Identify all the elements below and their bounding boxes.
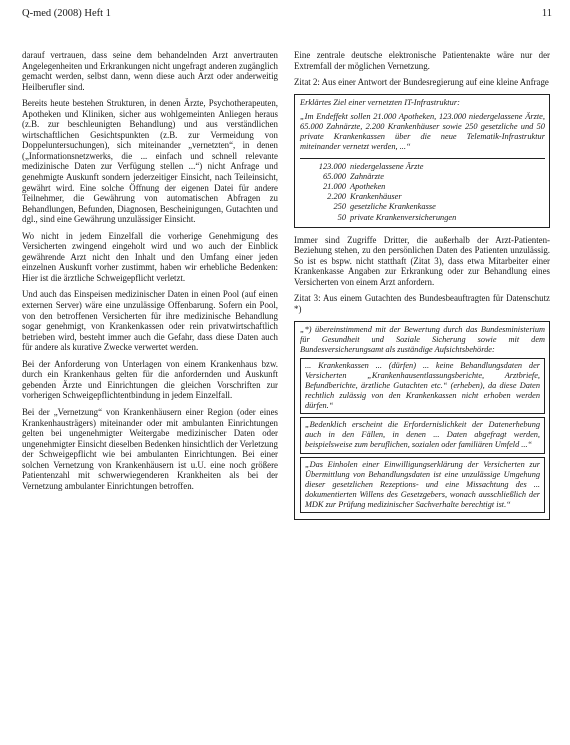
quote2-box xyxy=(294,94,550,228)
list-count: 21.000 xyxy=(322,182,346,192)
quote2-title: Erklärtes Ziel einer vernetzten IT-Infrastruktur: xyxy=(300,97,460,107)
list-count: 250 xyxy=(333,202,346,212)
quote3-caption: Zitat 3: Aus einem Gutachten des Bundesbeauftragten für Datenschutz *) xyxy=(294,293,550,314)
quote3-intro: „*) übereinstimmend mit der Bewertung durch das Bundesministerium für Gesundheit und Soziale Sicherung sowie mit dem Bundesversicherungsamt als zuständige Aufsichtsbehörde: xyxy=(300,324,545,354)
left-column xyxy=(22,50,278,497)
list-item xyxy=(300,172,545,182)
list-count: 123.000 xyxy=(318,162,346,172)
right-column xyxy=(294,50,550,524)
journal-issue: Q-med (2008) Heft 1 xyxy=(22,8,111,19)
count-list xyxy=(300,158,545,223)
paragraph: darauf vertrauen, dass seine dem behandelnden Arzt anvertrauten Angelegenheiten und Erkrankungen nicht ungefragt anderen zugänglich gemacht werden, selbst dann, wenn diese auch Arzt oder anderweitig Heilberufler sind. xyxy=(22,50,278,92)
list-label: Zahnärzte xyxy=(350,172,384,182)
paragraph: Und auch das Einspeisen medizinischer Daten in einen Pool (auf einen externen Server) wäre eine unzulässige Offenbarung. Sofern ein Pool, von den betroffenen Versicherten für ihre medizinische Behandlung sogar genehmigt, von Krankenkassen oder rein privatwirtschaftlich betrieben wird, besteht immer auch die Gefahr, dass diese Daten auch für andere als kurative Zwecke verwertet werden. xyxy=(22,289,278,353)
paragraph: Bei der Anforderung von Unterlagen von einem Krankenhaus bzw. durch ein Krankenhaus gelten für die anfordernden und Auskunft gebenden Ärzte und Einrichtungen die gleichen Vorschriften zur vorherigen Schweigepflichtentbindung in jedem Einzelfall. xyxy=(22,358,278,401)
list-label: Krankenhäuser xyxy=(350,192,402,202)
list-count: 65.000 xyxy=(322,172,346,182)
list-count: 2.200 xyxy=(327,192,346,202)
paragraph: Bei der „Vernetzung“ von Krankenhäusern einer Region (oder eines Krankenhausträgers) miteinander oder mit ambulanten Einrichtungen gelten bei ungenehmigter Weitergabe medizinischer Daten oder ungenehmigter Einsicht dieselben Bedenken hinsichtlich der Verletzung der Schweigepflicht wie bei ambulanten Einrichtungen. Bei einer solchen Vernetzung von Krankenhäusern ist u.U. eine noch größere Patientenzahl mit schwerwiegenderen Krankheiten als bei der Vernetzung ambulanter Einrichtungen betroffen. xyxy=(22,406,278,491)
quote2-caption: Zitat 2: Aus einer Antwort der Bundesregierung auf eine kleine Anfrage xyxy=(294,77,549,88)
list-item xyxy=(300,213,545,223)
list-item xyxy=(300,162,545,172)
quote2-text: „Im Endeffekt sollen 21.000 Apotheken, 123.000 niedergelassene Ärzte, 65.000 Zahnärzte, 2.200 Krankenhäuser sowie 250 gesetzliche und 50 private Krankenkassen über die neue Telematik-Infrastruktur miteinander vernetzt werden, ...“ xyxy=(300,111,545,152)
list-item xyxy=(300,182,545,192)
page-header xyxy=(22,8,552,24)
list-label: niedergelassene Ärzte xyxy=(350,162,424,172)
paragraph: Immer sind Zugriffe Dritter, die außerhalb der Arzt-Patienten-Beziehung stehen, zu den persönlichen Daten des Patienten unzulässig. So ist es bspw. nicht statthaft (Zitat 3), dass etwa Mitarbeiter einer Krankenkasse Angaben zur Erkrankung oder zur Behandlung eines Versicherten von einem Arzt anfordern. xyxy=(294,234,550,287)
page-number: 11 xyxy=(541,8,552,19)
paragraph: Wo nicht in jedem Einzelfall die vorherige Genehmigung des Versicherten zwingend eingeholt wird und wo auch der Einblick gewährende Arzt nicht den Inhalt und den Umfang einer jeden einzelnen Auskunft vorher zustimmt, haben wir erhebliche Bedenken: Hier ist die ärztliche Schweigepflicht verletzt. xyxy=(22,230,278,283)
intro-paragraph: Eine zentrale deutsche elektronische Patientenakte wäre nur der Extremfall der möglichen Vernetzung. xyxy=(294,50,550,71)
quote3-part: ... Krankenkassen ... (dürfen) ... keine Behandlungsdaten der Versicherten „Krankenhausentlassungsberichte, Arztbriefe, Befundberichte, ärztliche Gutachten etc.“ (erheben), da diese Daten rechtlich zulässig von den Krankenkassen nicht erhoben werden dürfen.“ xyxy=(300,358,545,414)
list-count: 50 xyxy=(337,212,346,222)
list-item xyxy=(300,202,545,212)
list-label: Apotheken xyxy=(350,182,386,192)
paragraph: Bereits heute bestehen Strukturen, in denen Ärzte, Psychotherapeuten, Apotheken und Kliniken, sicher aus wohlgemeinten Anliegen heraus (z.B. zur beschleunigten Behandlung) und aus verständlichen wirtschaftlichen Gesichtspunkten (z.B. zur Vermeidung von Doppeluntersuchungen), sich miteinander „vernetzten“, in denen („Informationsnetzwerks, die ... einfach und schnell relevante medizinische Daten zur Verfügung stellen ...“) nicht Anfrage und genehmigte Auskunft sondern jederzeitiger Einsicht, nach Teileinsicht, gewährt wird. Eine solche Öffnung der eigenen Datei für andere Teilnehmer, die Gewährung von automatischen Abfragen zu Behandlungen, Befunden, Diagnosen, Bescheinigungen, Gutachten und dgl., sind eine Gewährung unzulässiger Einsicht. xyxy=(22,98,278,225)
list-label: private Krankenversicherungen xyxy=(350,212,457,222)
quote3-part: „Das Einholen einer Einwilligungserklärung der Versicherten zur Übermittlung von Behandlungsdaten ist eine unzulässige Umgehung dieser gesetzlichen Rezeptions- und eine Missachtung des ... dokumentierten Willens des Gesetzgebers, wonach ausschließlich der MDK zur Prüfung medizinischer Sachverhalte berechtigt ist.“ xyxy=(300,457,545,513)
quote3-box xyxy=(294,321,550,521)
quote3-part: „Bedenklich erscheint die Erfordernislichkeit der Datenerhebung auch in den Fällen, in denen ... Daten abgefragt werden, beispielsweise zum beruflichen, sozialen oder familiären Umfeld ...“ xyxy=(300,417,545,453)
list-label: gesetzliche Krankenkasse xyxy=(350,202,436,212)
list-item xyxy=(300,192,545,202)
